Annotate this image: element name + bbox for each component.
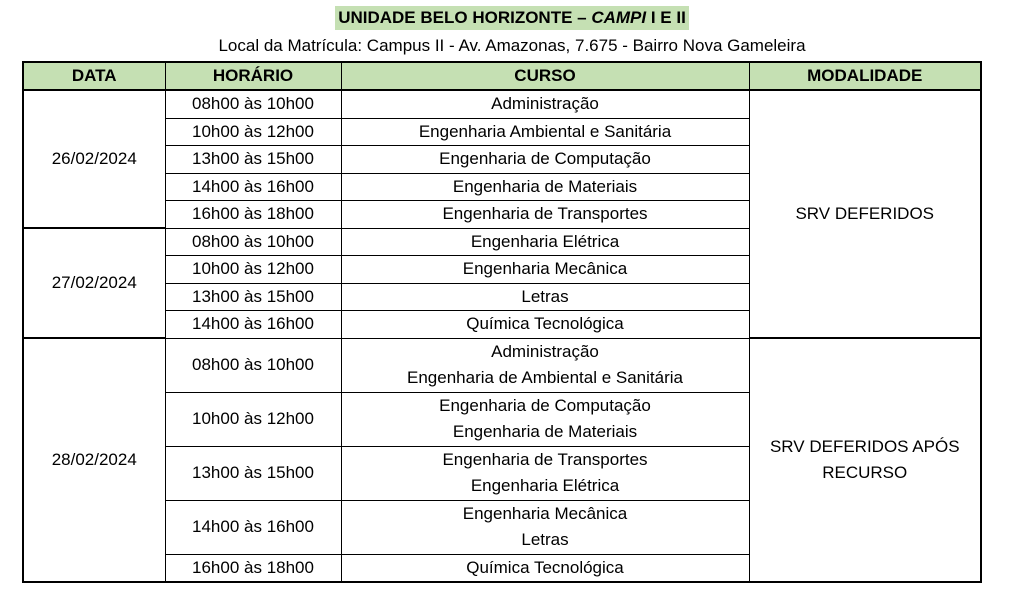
course-name: Engenharia Mecânica xyxy=(462,259,628,278)
course-cell xyxy=(341,392,749,446)
schedule-table xyxy=(22,61,982,583)
time-cell: 13h00 às 15h00 xyxy=(165,283,341,311)
time-cell: 13h00 às 15h00 xyxy=(165,146,341,174)
time-cell: 08h00 às 10h00 xyxy=(165,338,341,392)
modality-cell xyxy=(749,90,981,338)
time-cell: 14h00 às 16h00 xyxy=(165,173,341,201)
course-name: Engenharia de Transportes xyxy=(442,449,648,469)
modality-label-line: SRV DEFERIDOS APÓS xyxy=(769,436,960,456)
course-cell xyxy=(341,173,749,201)
time-cell: 14h00 às 16h00 xyxy=(165,311,341,339)
table-row xyxy=(23,90,981,118)
course-name: Administração xyxy=(491,341,599,361)
course-cell xyxy=(341,201,749,229)
course-cell xyxy=(341,228,749,256)
header-modality: MODALIDADE xyxy=(749,62,981,90)
course-name: Engenharia de Materiais xyxy=(452,176,638,196)
time-cell: 08h00 às 10h00 xyxy=(165,90,341,118)
table-row xyxy=(23,338,981,392)
header-time: HORÁRIO xyxy=(165,62,341,90)
course-name: Engenharia Elétrica xyxy=(470,231,620,251)
course-name: Engenharia de Computação xyxy=(439,149,651,168)
course-cell xyxy=(341,256,749,284)
course-name: Química Tecnológica xyxy=(466,314,624,333)
course-name: Engenharia de Materiais xyxy=(452,422,638,441)
modality-label: SRV DEFERIDOS xyxy=(795,204,935,223)
course-cell xyxy=(341,146,749,174)
title-wrap xyxy=(0,6,1024,30)
course-cell xyxy=(341,90,749,118)
header-row xyxy=(23,62,981,90)
course-cell xyxy=(341,446,749,500)
page-title xyxy=(335,6,689,30)
time-cell: 13h00 às 15h00 xyxy=(165,446,341,500)
time-cell: 10h00 às 12h00 xyxy=(165,392,341,446)
course-name: Engenharia de Transportes xyxy=(442,204,648,223)
course-cell xyxy=(341,338,749,392)
course-name: Administração xyxy=(491,94,599,113)
course-name: Letras xyxy=(521,530,569,549)
course-cell xyxy=(341,500,749,554)
schedule-body xyxy=(23,90,981,582)
title-part-3: I E II xyxy=(646,8,686,27)
time-cell: 10h00 às 12h00 xyxy=(165,118,341,146)
course-name: Química Tecnológica xyxy=(466,557,624,577)
time-cell: 16h00 às 18h00 xyxy=(165,554,341,582)
modality-label-line: RECURSO xyxy=(822,463,908,482)
header-course: CURSO xyxy=(341,62,749,90)
course-name: Engenharia de Computação xyxy=(439,395,651,415)
course-name: Engenharia Elétrica xyxy=(470,476,620,495)
header-date: DATA xyxy=(23,62,165,90)
page-subtitle: Local da Matrícula: Campus II - Av. Amazonas, 7.675 - Bairro Nova Gameleira xyxy=(218,36,806,55)
time-cell: 08h00 às 10h00 xyxy=(165,228,341,256)
title-part-1: UNIDADE BELO HORIZONTE – xyxy=(338,8,592,27)
date-cell: 26/02/2024 xyxy=(23,90,165,228)
course-name: Engenharia Mecânica xyxy=(462,503,628,523)
course-name: Engenharia de Ambiental e Sanitária xyxy=(407,368,683,387)
course-name: Engenharia Ambiental e Sanitária xyxy=(418,121,672,141)
course-cell xyxy=(341,554,749,582)
time-cell: 10h00 às 12h00 xyxy=(165,256,341,284)
date-cell: 28/02/2024 xyxy=(23,338,165,582)
time-cell: 14h00 às 16h00 xyxy=(165,500,341,554)
date-cell: 27/02/2024 xyxy=(23,228,165,338)
modality-cell xyxy=(749,338,981,582)
title-part-2: CAMPI xyxy=(591,8,647,27)
course-cell xyxy=(341,283,749,311)
course-name: Letras xyxy=(521,286,569,306)
course-cell xyxy=(341,311,749,339)
time-cell: 16h00 às 18h00 xyxy=(165,201,341,229)
course-cell xyxy=(341,118,749,146)
